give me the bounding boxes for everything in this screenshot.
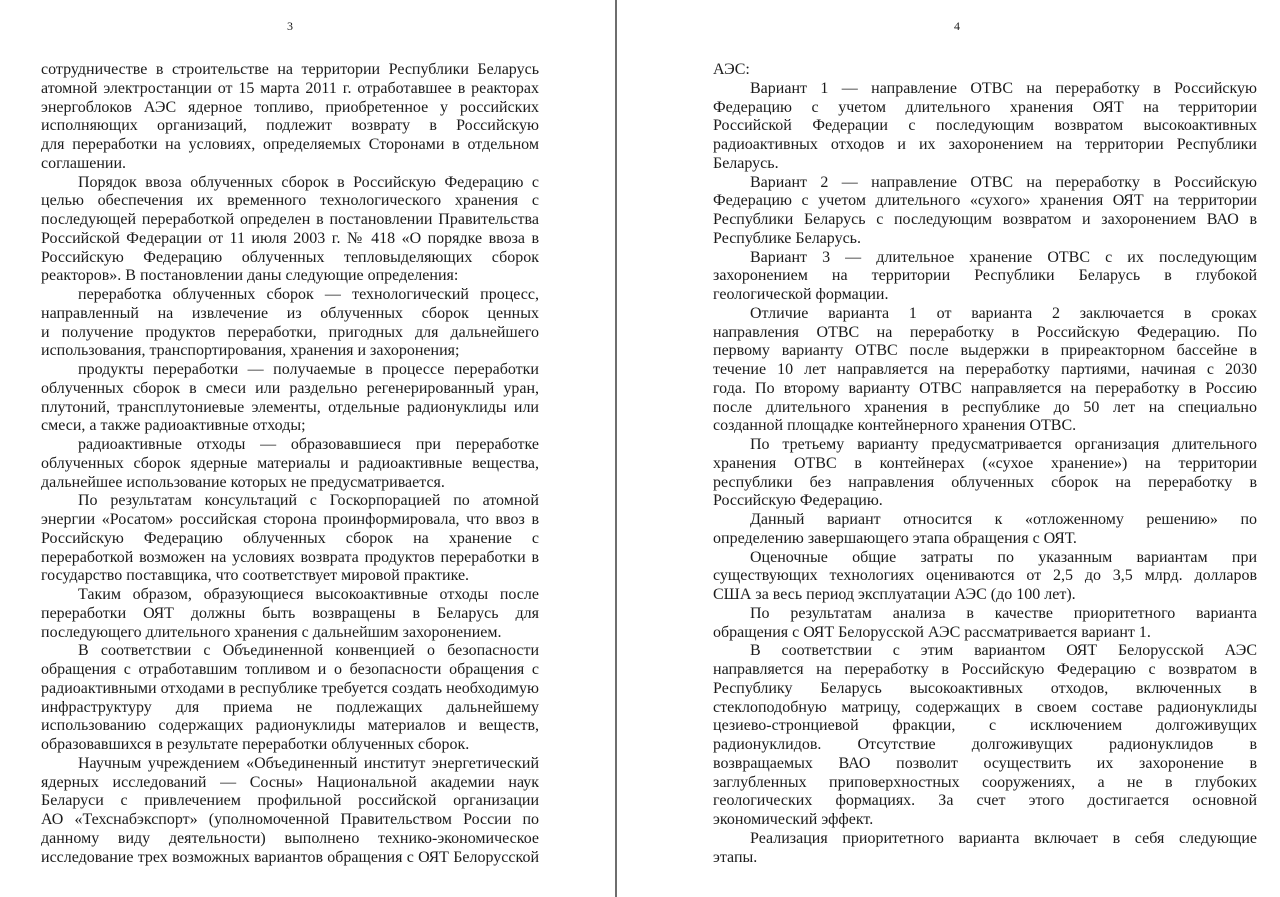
text-line: Республику Беларусь высокоактивных отходов, включенных в bbox=[713, 679, 1257, 697]
paragraph bbox=[41, 642, 539, 755]
text-line: облученных сборок ядерные материалы и радиоактивные вещества, bbox=[41, 454, 539, 472]
text-line: данному виду деятельности) выполнено технико-экономическое bbox=[41, 829, 539, 847]
text-line: обращения с отработавшим топливом и о безопасности обращения с bbox=[41, 661, 539, 678]
text-line: последующей переработкой определен в постановлении Правительства bbox=[41, 211, 539, 228]
text-line: геологической формации. bbox=[713, 286, 889, 303]
text-line: существующих технологиях оцениваются от 2,5 до 3,5 млрд. долларов bbox=[713, 567, 1257, 585]
text-line: облученных сборок в смеси или раздельно регенерированный уран, bbox=[41, 379, 539, 397]
paragraph bbox=[713, 305, 1257, 436]
paragraph bbox=[41, 286, 539, 361]
text-line: По третьему варианту предусматривается организация длительного bbox=[750, 436, 1257, 453]
paragraph bbox=[41, 492, 539, 586]
text-line: захоронением на территории Республики Беларусь в глубокой bbox=[713, 267, 1257, 285]
text-line: цезиево-стронциевой фракции, с исключением долгоживущих bbox=[713, 717, 1257, 735]
text-line: По результатам анализа в качестве приоритетного варианта bbox=[750, 604, 1257, 622]
text-line: В соответствии с этим вариантом ОЯТ Белорусской АЭС bbox=[750, 642, 1257, 660]
text-line: направляется на переработку в Российскую Федерацию с возвратом в bbox=[713, 661, 1257, 678]
text-line: направления ОТВС на переработку в Российскую Федерацию. По bbox=[713, 323, 1257, 341]
text-line: продукты переработки — получаемые в процессе переработки bbox=[78, 361, 539, 378]
text-line: радионуклидов. Отсутствие долгоживущих радионуклидов в bbox=[713, 736, 1257, 753]
paragraph bbox=[41, 436, 539, 492]
text-line: Научным учреждением «Объединенный институт энергетический bbox=[78, 754, 539, 772]
paragraph bbox=[713, 511, 1257, 549]
text-line: Отличие варианта 1 от варианта 2 заключается в сроках bbox=[750, 304, 1257, 322]
text-line: года. По второму варианту ОТВС направляется на переработку в Россию bbox=[713, 379, 1257, 397]
text-line: переработкой возможен на условиях возврата продуктов переработки в bbox=[41, 548, 539, 566]
paragraph bbox=[41, 61, 539, 174]
text-line: этапы. bbox=[713, 848, 758, 866]
text-line: По результатам консультаций с Госкорпорацией по атомной bbox=[78, 492, 539, 510]
text-line: первому варианту ОТВС после выдержки в приреакторном бассейне в bbox=[713, 342, 1257, 360]
text-line: радиоактивных отходов и их захоронением на территории Республики bbox=[713, 136, 1257, 153]
text-line: созданной площадке контейнерного хранения ОТВС. bbox=[713, 417, 1077, 435]
text-line: радиоактивными отходами в республике требуется создать необходимую bbox=[41, 679, 539, 697]
page-divider bbox=[615, 0, 617, 897]
text-line: стеклоподобную матрицу, содержащих в своем составе радионуклиды bbox=[713, 698, 1257, 716]
text-line: республики без направления облученных сборок на переработку в bbox=[713, 473, 1257, 491]
text-line: Российскую Федерацию. bbox=[713, 492, 883, 510]
paragraph bbox=[713, 61, 1257, 80]
paragraph bbox=[713, 549, 1257, 605]
text-line: Беларуси с привлечением профильной российской организации bbox=[41, 792, 539, 810]
text-line: и получение продуктов переработки, пригодных для дальнейшего bbox=[41, 323, 539, 341]
text-line: Российской Федерации с последующим возвратом высокоактивных bbox=[713, 117, 1257, 135]
text-line: Республики Беларусь с последующим возвратом и захоронением ВАО в bbox=[713, 211, 1257, 228]
text-line: Беларусь. bbox=[713, 154, 779, 172]
text-line: соглашении. bbox=[41, 154, 127, 172]
text-line: Реализация приоритетного варианта включает в себя следующие bbox=[750, 829, 1257, 847]
text-line: Федерацию с учетом длительного «сухого» хранения ОЯТ на территории bbox=[713, 192, 1257, 210]
text-line: Вариант 2 — направление ОТВС на переработку в Российскую bbox=[750, 173, 1257, 191]
text-line: сотрудничестве в строительстве на территории Республики Беларусь bbox=[41, 61, 539, 78]
text-line: целью обеспечения их временного технологического хранения с bbox=[41, 192, 539, 210]
right-page-body bbox=[713, 61, 1257, 867]
paragraph bbox=[41, 174, 539, 287]
text-line: Российскую Федерацию облученных сборок на хранение с bbox=[41, 529, 539, 547]
paragraph bbox=[41, 755, 539, 868]
text-line: АЭС: bbox=[713, 61, 750, 78]
text-line: реакторов». В постановлении даны следующие определения: bbox=[41, 267, 459, 285]
text-line: обращения с ОЯТ Белорусской АЭС рассматривается вариант 1. bbox=[713, 623, 1151, 641]
text-line: США за весь период эксплуатации АЭС (до 100 лет). bbox=[713, 586, 1076, 603]
text-line: Порядок ввоза облученных сборок в Российскую Федерацию с bbox=[78, 173, 539, 191]
text-line: последующего длительного хранения с дальнейшим захоронением. bbox=[41, 623, 502, 641]
text-line: определению завершающего этапа обращения с ОЯТ. bbox=[713, 529, 1077, 547]
paragraph bbox=[713, 605, 1257, 643]
paragraph bbox=[713, 80, 1257, 174]
text-line: экономический эффект. bbox=[713, 811, 874, 828]
page-number-right: 4 bbox=[954, 19, 960, 33]
paragraph bbox=[713, 249, 1257, 305]
text-line: инфраструктуру для приема не подлежащих дальнейшему bbox=[41, 698, 539, 716]
text-line: переработки ОЯТ должны быть возвращены в Беларусь для bbox=[41, 604, 539, 622]
text-line: Федерацию с учетом длительного хранения ОЯТ на территории bbox=[713, 98, 1257, 116]
text-line: возвращаемых ВАО позволит осуществить их захоронение в bbox=[713, 754, 1257, 772]
text-line: после длительного хранения в республике до 50 лет на специально bbox=[713, 398, 1257, 416]
text-line: использования, транспортирования, хранения и захоронения; bbox=[41, 342, 460, 360]
paragraph bbox=[713, 436, 1257, 511]
text-line: использованию содержащих радионуклиды материалов и веществ, bbox=[41, 717, 539, 735]
text-line: образовавшихся в результате переработки облученных сборок. bbox=[41, 736, 470, 753]
text-line: геологических формациях. За счет этого достигается основной bbox=[713, 792, 1257, 810]
left-page-body bbox=[41, 61, 539, 867]
text-line: исполняющих организаций, подлежит возврату в Российскую bbox=[41, 117, 539, 135]
text-line: Оценочные общие затраты по указанным вариантам при bbox=[750, 548, 1257, 566]
text-line: течение 10 лет направляется на переработку партиями, начиная с 2030 bbox=[713, 361, 1257, 378]
text-line: энергии «Росатом» российская сторона проинформировала, что ввоз в bbox=[41, 511, 539, 528]
text-line: атомной электростанции от 15 марта 2011 г. отработавшее в реакторах bbox=[41, 79, 539, 97]
page-number-left: 3 bbox=[287, 19, 293, 33]
text-line: Таким образом, образующиеся высокоактивные отходы после bbox=[78, 586, 539, 603]
text-line: Вариант 1 — направление ОТВС на переработку в Российскую bbox=[750, 79, 1257, 97]
paragraph bbox=[41, 361, 539, 436]
text-line: для переработки на условиях, определяемых Сторонами в отдельном bbox=[41, 136, 539, 153]
text-line: ядерных исследований — Сосны» Национальной академии наук bbox=[41, 773, 539, 791]
text-line: дальнейшее использование которых не предусматривается. bbox=[41, 473, 445, 491]
paragraph bbox=[41, 586, 539, 642]
text-line: радиоактивные отходы — образовавшиеся при переработке bbox=[78, 436, 539, 453]
text-line: смеси, а также радиоактивные отходы; bbox=[41, 417, 306, 435]
text-line: Российской Федерации от 11 июля 2003 г. № 418 «О порядке ввоза в bbox=[41, 229, 539, 247]
text-line: плутоний, трансплутониевые элементы, отдельные радионуклиды или bbox=[41, 398, 539, 416]
text-line: переработка облученных сборок — технологический процесс, bbox=[78, 286, 539, 303]
text-line: Вариант 3 — длительное хранение ОТВС с их последующим bbox=[750, 248, 1257, 266]
text-line: Данный вариант относится к «отложенному решению» по bbox=[750, 511, 1257, 528]
text-line: Республике Беларусь. bbox=[713, 229, 861, 247]
paragraph bbox=[713, 830, 1257, 868]
text-line: направленный на извлечение из облученных сборок ценных bbox=[41, 304, 539, 322]
text-line: В соответствии с Объединенной конвенцией о безопасности bbox=[78, 642, 539, 660]
text-line: заглубленных приповерхностных сооружениях, а не в глубоких bbox=[713, 773, 1257, 791]
text-line: энергоблоков АЭС ядерное топливо, приобретенное у российских bbox=[41, 98, 539, 116]
paragraph bbox=[713, 642, 1257, 830]
text-line: Российскую Федерацию облученных тепловыделяющих сборок bbox=[41, 248, 539, 266]
text-line: АО «Техснабэкспорт» (уполномоченной Правительством России по bbox=[41, 811, 539, 828]
text-line: государство поставщика, что соответствует мировой практике. bbox=[41, 567, 470, 585]
paragraph bbox=[713, 174, 1257, 249]
text-line: исследование трех возможных вариантов обращения с ОЯТ Белорусской bbox=[41, 848, 539, 866]
text-line: хранения ОТВС в контейнерах («сухое хранение») на территории bbox=[713, 454, 1257, 472]
